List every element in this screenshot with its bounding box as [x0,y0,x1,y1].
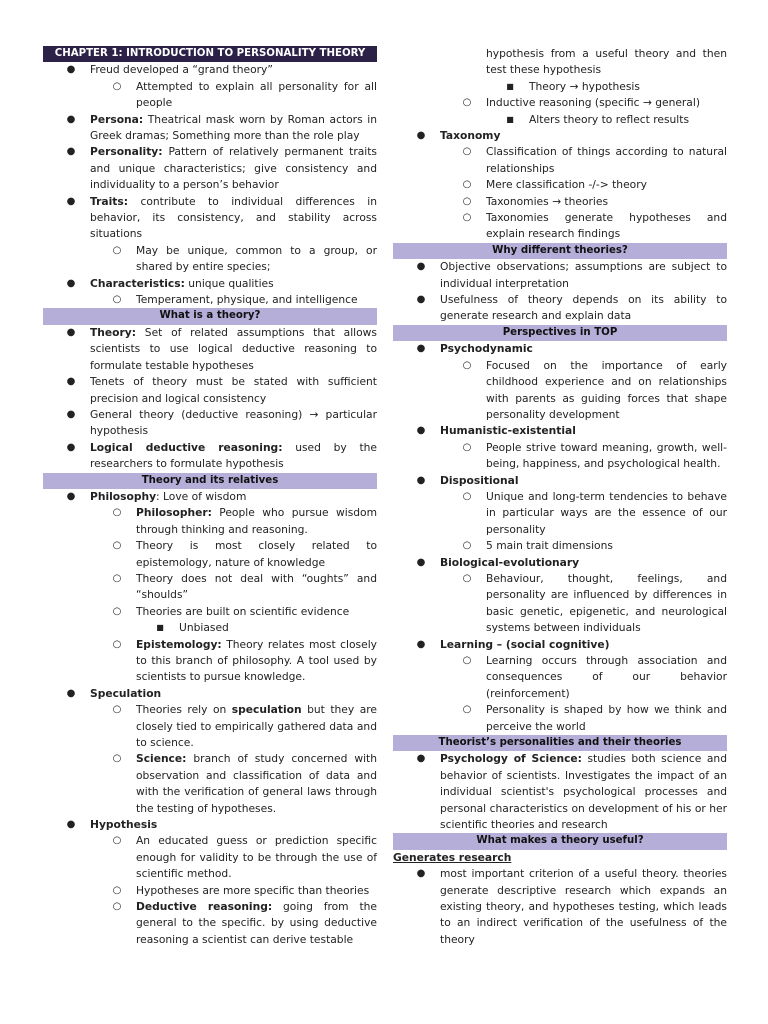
bullet-icon: ● [66,146,76,158]
bullet-icon: ● [416,425,426,437]
item-text: May be unique, common to a group, or shared by entire species; [136,243,377,274]
item-text: Theories rely on [136,703,232,717]
list-item [66,276,377,292]
list-item [462,440,727,473]
item-text: Classification of things according to natural relationships [486,145,727,175]
list-item [66,194,377,243]
list-item [416,751,727,833]
item-text: Theory → hypothesis [529,79,640,93]
bullet-icon: ● [66,64,76,76]
term-label: Epistemology: [136,637,222,651]
left-column [43,46,377,948]
bullet-icon: ● [416,261,426,273]
bullet-icon: ○ [112,572,122,584]
list-item [462,653,727,702]
item-text: An educated guess or prediction specific enough for validity to be through the use of scientific method. [136,834,377,881]
item-text: Theories are built on scientific evidence [136,604,350,618]
list-item [112,571,377,604]
term-label: Philosophy [90,489,157,503]
list-item [66,374,377,407]
bullet-icon: ● [66,819,76,831]
bullet-icon: ● [416,343,426,355]
item-text: going from the general to the specific. by using deductive reasoning a scientist can derive testable [136,900,377,946]
bullet-icon: ○ [112,835,122,847]
list-item [462,177,727,193]
bullet-icon: ● [66,687,76,699]
bullet-icon: ○ [112,294,122,306]
list-item [462,95,727,111]
item-text: Inductive reasoning (specific → general) [486,96,700,110]
item-text: branch of study concerned with observation and classification of data and with the verification of general laws through the testing of hypotheses. [136,752,377,815]
bullet-icon: ● [66,326,76,338]
term-label: Psychodynamic [440,342,533,356]
term-label: Theory: [90,325,137,339]
item-text: Alters theory to reflect results [529,112,690,126]
item-text: but they are closely tied to empirically gathered data and to science. [136,703,377,750]
list-item [66,62,377,78]
term-label: Dispositional [440,473,519,487]
term-label: Science: [136,752,187,766]
list-item [112,751,377,817]
item-text: Personality is shaped by how we think and perceive the world [486,703,727,733]
item-text: Objective observations; assumptions are subject to individual interpretation [440,260,727,290]
section-heading-theorist-s-personalities-and-their-theor: Theorist’s personalities and their theories [393,735,727,751]
list-item [462,144,727,177]
list-item [462,194,727,210]
bullet-icon: ○ [462,490,472,502]
bullet-icon: ■ [156,623,164,633]
bullet-icon: ○ [112,540,122,552]
list-item [462,538,727,554]
bullet-icon: ● [66,195,76,207]
bullet-icon: ○ [112,901,122,913]
item-text: Unique and long-term tendencies to behave in particular ways are the essence of our personality [486,489,727,536]
bullet-icon: ○ [462,572,472,584]
item-text: General theory (deductive reasoning) → particular hypothesis [90,407,377,438]
bullet-icon: ● [416,474,426,486]
list-item [416,292,727,325]
bullet-icon: ● [416,130,426,142]
term-label: Humanistic-existential [440,424,576,438]
item-text: Theatrical mask worn by Roman actors in Greek dramas; Something more than the role play [90,112,377,143]
item-text: Focused on the importance of early childhood experience and on relationships with parents as guiding forces that shape personality development [486,358,727,421]
term-label: Learning – (social cognitive) [440,637,610,651]
bullet-icon: ● [416,753,426,765]
list-item [416,555,727,571]
bullet-icon: ○ [112,884,122,896]
item-text: Attempted to explain all personality for all people [136,79,377,110]
term-label: Speculation [90,686,162,700]
list-item [66,325,377,374]
item-text: unique qualities [184,276,274,290]
bullet-icon: ○ [112,753,122,765]
item-text: Learning occurs through association and consequences of our behavior (reinforcement) [486,654,727,700]
section-heading-what-is-a-theory: What is a theory? [43,308,377,324]
item-text: Usefulness of theory depends on its ability to generate research and explain data [440,293,727,323]
item-text: 5 main trait dimensions [486,539,613,553]
item-text: hypothesis from a useful theory and then test these hypothesis [486,47,727,77]
section-heading-what-makes-a-theory-useful: What makes a theory useful? [393,833,727,849]
list-item [112,79,377,112]
item-text: used by the researchers to formulate hypothesis [90,440,377,471]
bullet-icon: ○ [112,605,122,617]
item-text: Taxonomies → theories [486,194,609,208]
item-text: Mere classification -/-> theory [486,178,647,192]
item-text: Behaviour, thought, feelings, and personality are influenced by differences in basic genetic, epigenetic, and neurological systems between individuals [486,571,727,635]
list-item [66,144,377,193]
bullet-icon: ○ [112,244,122,256]
section-heading-theory-and-its-relatives: Theory and its relatives [43,473,377,489]
bullet-icon: ○ [462,441,472,453]
list-item [112,243,377,276]
bullet-icon: ○ [112,704,122,716]
item-text: Hypotheses are more specific than theories [136,883,370,897]
list-item [416,259,727,292]
item-text: contribute to individual differences in behavior, its consistency, and stability across situations [90,194,377,241]
list-item [416,637,727,653]
list-item [462,702,727,735]
list-item [112,883,377,899]
list-item [416,473,727,489]
item-text: Theory relates most closely to this branch of philosophy. A tool used by scientists to pursue knowledge. [136,637,377,684]
list-item [66,686,377,702]
list-item [462,358,727,424]
section-heading-perspectives-in-top: Perspectives in TOP [393,325,727,341]
item-text: Tenets of theory must be stated with sufficient precision and logical consistency [90,375,377,405]
bullet-icon: ○ [112,507,122,519]
list-item [112,702,377,751]
list-item [462,210,727,243]
bullet-icon: ■ [506,114,514,124]
bullet-icon: ● [66,490,76,502]
item-text: Taxonomies generate hypotheses and explain research findings [486,211,727,241]
list-item [462,571,727,637]
list-item [66,407,377,440]
list-item [486,46,727,79]
list-item [156,620,377,636]
term-label: Characteristics: [90,276,185,290]
list-item [416,866,727,948]
bullet-icon: ○ [462,195,472,207]
section-heading-why-different-theories: Why different theories? [393,243,727,259]
bullet-icon: ○ [462,146,472,158]
bullet-icon: ○ [462,179,472,191]
list-item [506,79,727,95]
term-label: Hypothesis [90,818,158,832]
bullet-icon: ● [66,113,76,125]
subheading-generates-research: Generates research [393,850,512,864]
list-item [112,833,377,882]
list-item [112,292,377,308]
list-item [112,899,377,948]
bullet-icon: ● [66,376,76,388]
term-label: Psychology of Science: [440,752,582,766]
item-text: Pattern of relatively permanent traits and unique characteristics; give consistency and individuality to a person’s behavior [90,145,377,192]
bullet-icon: ■ [506,81,514,91]
term-label: Biological-evolutionary [440,555,580,569]
list-item [112,538,377,571]
bullet-icon: ○ [462,540,472,552]
bullet-icon: ○ [462,655,472,666]
bullet-icon: ● [66,408,76,420]
list-item [416,128,727,144]
term-label: Logical deductive reasoning: [90,440,283,454]
list-item [112,505,377,538]
list-item [66,489,377,505]
bullet-icon: ● [66,277,76,289]
bullet-icon: ○ [462,704,472,716]
item-text: Theory is most closely related to epistemology, nature of knowledge [136,539,377,569]
list-item [416,423,727,439]
term-label: speculation [231,703,302,717]
item-text: studies both science and behavior of scientists. Investigates the impact of an individual scientist's psychological processes and personal characteristics on development of his or her scientific theories and research [440,752,727,832]
term-label: Personality: [90,145,163,159]
list-item [462,489,727,538]
item-text: : Love of wisdom [156,489,247,503]
list-item [506,112,727,128]
list-item [112,604,377,620]
bullet-icon: ● [416,638,426,650]
item-text: Freud developed a “grand theory” [90,63,273,77]
section-heading-chapter-1-introduction-to-personality-th: CHAPTER 1: INTRODUCTION TO PERSONALITY THEORY [43,46,377,62]
list-item [66,112,377,145]
term-label: Deductive reasoning: [136,900,273,914]
item-text: most important criterion of a useful theory. theories generate descriptive research which expands an existing theory, and hypotheses testing, which leads to an indirect verification of the usefulness of the theory [440,867,727,946]
bullet-icon: ● [416,868,426,880]
bullet-icon: ○ [462,97,472,109]
list-item [112,637,377,686]
item-text: People strive toward meaning, growth, well-being, happiness, and psychological health. [486,440,727,471]
bullet-icon: ○ [462,359,472,371]
item-text: Unbiased [179,621,229,635]
term-label: Taxonomy [440,129,501,143]
list-item [416,341,727,357]
bullet-icon: ● [416,294,426,306]
item-text: Set of related assumptions that allows scientists to use logical deductive reasoning to formulate testable hypotheses [90,325,377,372]
item-text: Temperament, physique, and intelligence [136,293,358,307]
term-label: Persona: [90,112,144,126]
bullet-icon: ○ [462,212,472,224]
right-column [393,46,727,948]
bullet-icon: ● [416,556,426,568]
list-item [66,817,377,833]
list-item [66,440,377,473]
item-text: Theory does not deal with “oughts” and “shoulds” [136,571,377,602]
term-label: Philosopher: [136,506,212,520]
bullet-icon: ● [66,441,76,453]
bullet-icon: ○ [112,80,122,92]
bullet-icon: ○ [112,638,122,650]
item-text: People who pursue wisdom through thinking and reasoning. [136,506,377,536]
term-label: Traits: [90,194,129,208]
